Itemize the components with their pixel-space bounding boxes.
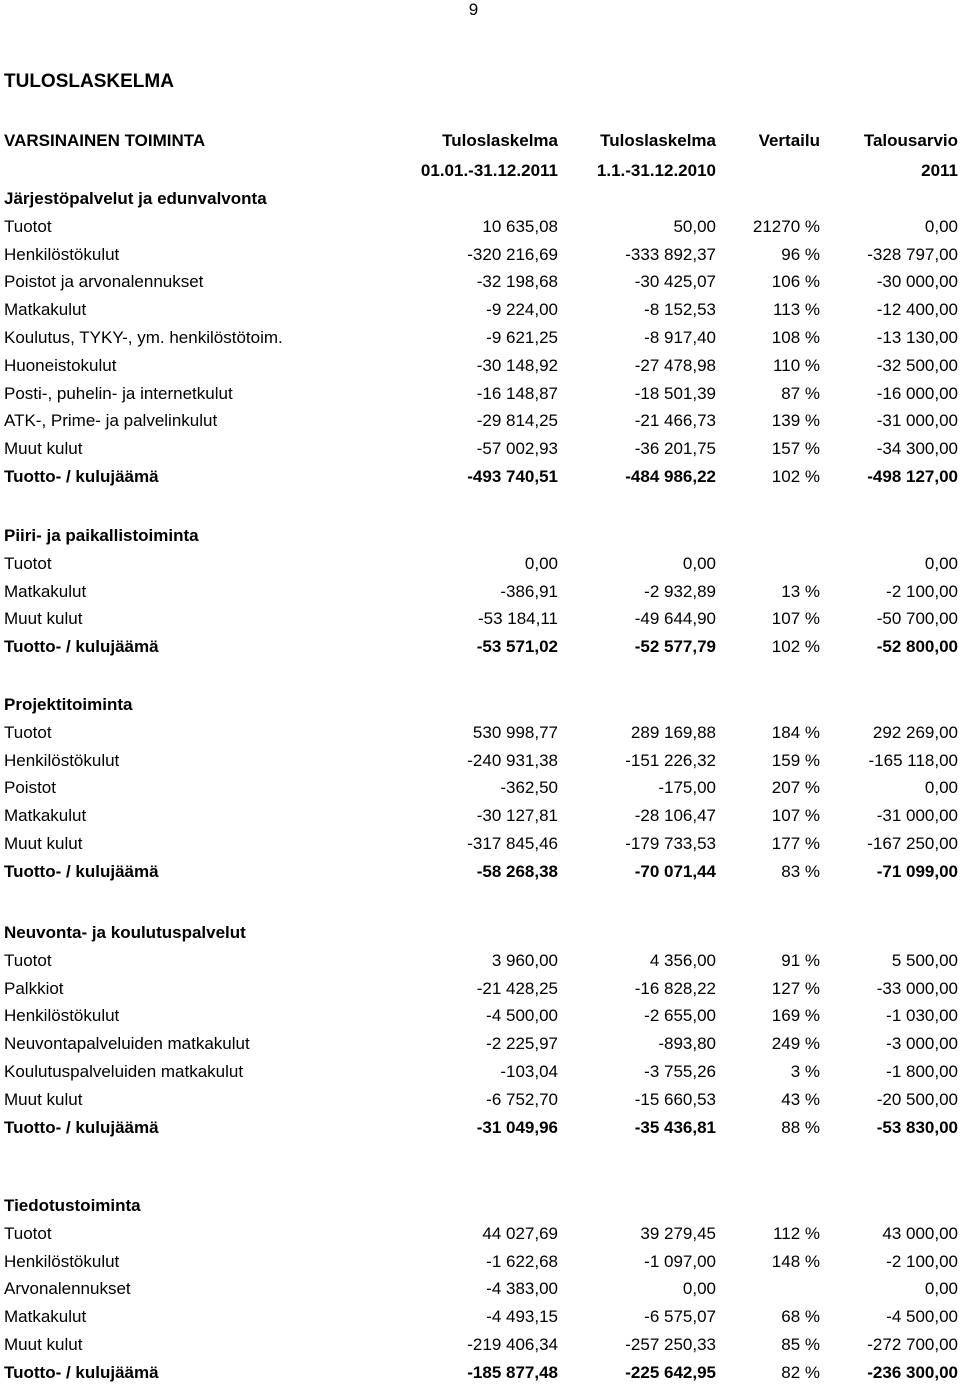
table-row (0, 407, 960, 434)
row-value-v2: 39 279,45 (640, 1224, 716, 1243)
row-value-v4: -498 127,00 (867, 467, 958, 486)
row-label: Posti-, puhelin- ja internetkulut (4, 384, 233, 403)
row-value-v3: 169 % (771, 1006, 820, 1025)
row-label: Matkakulut (4, 1307, 87, 1326)
row-label: Huoneistokulut (4, 356, 117, 375)
table-row (0, 1275, 960, 1302)
section-title-label: Projektitoiminta (4, 695, 133, 714)
table-row (0, 296, 960, 323)
row-value-v3: 249 % (771, 1034, 820, 1053)
row-value-v2: -18 501,39 (634, 384, 716, 403)
row-value-v3: 83 % (781, 862, 820, 881)
row-value-v1: -4 383,00 (486, 1279, 558, 1298)
row-value-v4: -30 000,00 (876, 272, 958, 291)
row-value-v4: 292 269,00 (872, 723, 958, 742)
row-value-v1: -1 622,68 (486, 1252, 558, 1271)
row-value-v4: 43 000,00 (882, 1224, 958, 1243)
row-label: Matkakulut (4, 806, 87, 825)
row-value-v4: 0,00 (924, 778, 958, 797)
table-row (0, 1086, 960, 1113)
row-label: Matkakulut (4, 300, 87, 319)
table-row (0, 435, 960, 462)
table-row (0, 550, 960, 577)
row-value-v2: -35 436,81 (634, 1118, 716, 1137)
header-col1-period: 01.01.-31.12.2011 (420, 161, 558, 180)
row-value-v1: -386,91 (500, 582, 558, 601)
row-value-v2: -2 655,00 (644, 1006, 716, 1025)
row-label: Poistot (4, 778, 56, 797)
row-value-v3: 3 % (790, 1062, 820, 1081)
row-value-v4: -3 000,00 (886, 1034, 958, 1053)
row-value-v1: -103,04 (500, 1062, 558, 1081)
row-label: Tuotot (4, 1224, 52, 1243)
row-value-v1: -9 224,00 (486, 300, 558, 319)
row-value-v3: 107 % (771, 806, 820, 825)
row-value-v4: -31 000,00 (876, 411, 958, 430)
row-value-v3: 110 % (773, 356, 820, 375)
row-value-v3: 88 % (781, 1118, 820, 1137)
row-value-v1: -30 127,81 (476, 806, 558, 825)
row-label: Neuvontapalveluiden matkakulut (4, 1034, 250, 1053)
row-value-v1: 10 635,08 (482, 217, 558, 236)
row-value-v2: -6 575,07 (644, 1307, 716, 1326)
row-value-v1: -53 184,11 (477, 609, 558, 628)
row-label: Koulutuspalveluiden matkakulut (4, 1062, 244, 1081)
table-row (0, 1220, 960, 1247)
row-value-v3: 96 % (781, 245, 820, 264)
row-value-v4: -34 300,00 (876, 439, 958, 458)
row-value-v1: -2 225,97 (486, 1034, 558, 1053)
row-value-v4: -2 100,00 (886, 1252, 958, 1271)
row-value-v2: -70 071,44 (634, 862, 716, 881)
row-value-v2: -225 642,95 (625, 1363, 716, 1382)
header-col2-period: 1.1.-31.12.2010 (596, 161, 716, 180)
row-value-v2: -16 828,22 (634, 979, 716, 998)
section-title (0, 522, 960, 549)
row-value-v2: -179 733,53 (625, 834, 716, 853)
row-label: Tuotto- / kulujäämä (4, 467, 159, 486)
row-value-v3: 13 % (781, 582, 820, 601)
row-label: Tuotot (4, 951, 52, 970)
row-label: Tuotto- / kulujäämä (4, 637, 159, 656)
row-value-v2: 289 169,88 (630, 723, 716, 742)
row-value-v3: 177 % (771, 834, 820, 853)
section-title-label: Neuvonta- ja koulutuspalvelut (4, 923, 246, 942)
row-value-v3: 87 % (781, 384, 820, 403)
row-value-v2: -257 250,33 (625, 1335, 716, 1354)
row-label: Tuotto- / kulujäämä (4, 862, 159, 881)
row-value-v3: 106 % (771, 272, 820, 291)
row-value-v3: 207 % (771, 778, 820, 797)
row-value-v4: -52 800,00 (876, 637, 958, 656)
row-value-v4: 0,00 (924, 217, 958, 236)
section-title (0, 1192, 960, 1219)
row-value-v2: -151 226,32 (625, 751, 716, 770)
row-value-v4: -50 700,00 (876, 609, 958, 628)
row-value-v3: 157 % (771, 439, 820, 458)
row-value-v4: -13 130,00 (876, 328, 958, 347)
row-value-v2: -1 097,00 (644, 1252, 716, 1271)
table-row (0, 213, 960, 240)
row-value-v2: -2 932,89 (644, 582, 716, 601)
row-label: Poistot ja arvonalennukset (4, 272, 204, 291)
row-value-v3: 127 % (771, 979, 820, 998)
row-value-v1: -240 931,38 (467, 751, 558, 770)
table-row (0, 747, 960, 774)
row-value-v2: -36 201,75 (634, 439, 716, 458)
table-row (0, 947, 960, 974)
row-label: Henkilöstökulut (4, 751, 120, 770)
row-value-v4: -31 000,00 (876, 806, 958, 825)
row-value-v1: -29 814,25 (476, 411, 558, 430)
row-label: Henkilöstökulut (4, 1252, 120, 1271)
table-row (0, 830, 960, 857)
row-label: Koulutus, TYKY-, ym. henkilöstötoim. (4, 328, 283, 347)
row-value-v3: 85 % (781, 1335, 820, 1354)
table-row (0, 1002, 960, 1029)
row-value-v1: -219 406,34 (467, 1335, 558, 1354)
table-row (0, 1058, 960, 1085)
row-label: Muut kulut (4, 1335, 83, 1354)
total-row (0, 463, 960, 490)
row-value-v2: -27 478,98 (634, 356, 716, 375)
row-value-v4: -12 400,00 (876, 300, 958, 319)
row-value-v1: -4 493,15 (486, 1307, 558, 1326)
row-label: Tuotot (4, 217, 52, 236)
row-value-v3: 107 % (771, 609, 820, 628)
total-row (0, 858, 960, 885)
row-value-v2: -484 986,22 (625, 467, 716, 486)
row-value-v3: 113 % (773, 300, 820, 319)
row-value-v1: -362,50 (500, 778, 558, 797)
section-title (0, 919, 960, 946)
row-value-v3: 68 % (781, 1307, 820, 1326)
section-title-label: Piiri- ja paikallistoiminta (4, 526, 199, 545)
row-label: Tuotot (4, 554, 52, 573)
row-value-v4: -16 000,00 (876, 384, 958, 403)
section-title (0, 691, 960, 718)
row-value-v1: 0,00 (524, 554, 558, 573)
row-value-v4: -272 700,00 (867, 1335, 958, 1354)
row-value-v2: -333 892,37 (625, 245, 716, 264)
row-value-v2: 0,00 (682, 1279, 716, 1298)
row-label: Matkakulut (4, 582, 87, 601)
row-value-v2: 4 356,00 (649, 951, 716, 970)
row-label: Muut kulut (4, 834, 83, 853)
table-row (0, 1303, 960, 1330)
row-value-v2: -15 660,53 (634, 1090, 716, 1109)
row-value-v3: 159 % (771, 751, 820, 770)
row-value-v4: -2 100,00 (886, 582, 958, 601)
row-value-v4: -165 118,00 (868, 751, 958, 770)
row-value-v3: 184 % (771, 723, 820, 742)
table-row (0, 380, 960, 407)
table-header (0, 127, 960, 154)
row-value-v3: 112 % (773, 1224, 820, 1243)
row-value-v1: -21 428,25 (476, 979, 558, 998)
table-row (0, 1331, 960, 1358)
row-value-v1: -57 002,93 (476, 439, 558, 458)
row-value-v1: -185 877,48 (467, 1363, 558, 1382)
row-value-v1: -32 198,68 (476, 272, 558, 291)
row-value-v3: 139 % (771, 411, 820, 430)
row-value-v2: -28 106,47 (634, 806, 716, 825)
total-row (0, 1114, 960, 1141)
row-value-v1: -53 571,02 (476, 637, 558, 656)
row-value-v1: -58 268,38 (476, 862, 558, 881)
row-value-v2: -52 577,79 (634, 637, 716, 656)
row-value-v3: 91 % (781, 951, 820, 970)
row-value-v2: -30 425,07 (634, 272, 716, 291)
table-row (0, 719, 960, 746)
row-value-v2: -49 644,90 (634, 609, 716, 628)
header-col2: Tuloslaskelma (600, 131, 716, 150)
row-value-v1: -16 148,87 (476, 384, 558, 403)
table-row (0, 352, 960, 379)
page-number: 9 (468, 0, 479, 19)
row-value-v1: 3 960,00 (491, 951, 558, 970)
row-value-v2: -893,80 (658, 1034, 716, 1053)
row-value-v4: -20 500,00 (876, 1090, 958, 1109)
row-value-v4: -1 800,00 (886, 1062, 958, 1081)
row-value-v2: -175,00 (658, 778, 716, 797)
row-value-v3: 148 % (771, 1252, 820, 1271)
row-value-v1: -4 500,00 (486, 1006, 558, 1025)
section-title-label: Tiedotustoiminta (4, 1196, 141, 1215)
header-col1: Tuloslaskelma (442, 131, 558, 150)
row-value-v1: -9 621,25 (486, 328, 558, 347)
table-row (0, 324, 960, 351)
row-value-v1: -317 845,46 (467, 834, 558, 853)
row-value-v2: -3 755,26 (644, 1062, 716, 1081)
row-label: Arvonalennukset (4, 1279, 131, 1298)
row-value-v3: 102 % (771, 637, 820, 656)
row-value-v1: -320 216,69 (467, 245, 558, 264)
table-row (0, 578, 960, 605)
table-row (0, 975, 960, 1002)
row-value-v3: 43 % (781, 1090, 820, 1109)
row-value-v4: 5 500,00 (891, 951, 958, 970)
row-value-v2: -8 917,40 (644, 328, 716, 347)
total-row (0, 1359, 960, 1386)
table-row (0, 605, 960, 632)
row-value-v4: -32 500,00 (876, 356, 958, 375)
row-label: Henkilöstökulut (4, 1006, 120, 1025)
row-label: Tuotot (4, 723, 52, 742)
total-row (0, 633, 960, 660)
row-value-v4: 0,00 (924, 554, 958, 573)
header-col4-period: 2011 (921, 161, 958, 180)
row-value-v3: 21270 % (752, 217, 820, 236)
row-value-v2: 0,00 (682, 554, 716, 573)
row-value-v4: -71 099,00 (876, 862, 958, 881)
row-value-v1: -30 148,92 (476, 356, 558, 375)
table-header-periods (0, 157, 960, 184)
row-value-v4: -236 300,00 (867, 1363, 958, 1382)
row-label: Tuotto- / kulujäämä (4, 1118, 159, 1137)
row-value-v1: -493 740,51 (467, 467, 558, 486)
table-row (0, 802, 960, 829)
row-value-v1: -31 049,96 (476, 1118, 558, 1137)
row-label: Tuotto- / kulujäämä (4, 1363, 159, 1382)
row-label: ATK-, Prime- ja palvelinkulut (4, 411, 218, 430)
table-row (0, 268, 960, 295)
row-label: Muut kulut (4, 439, 83, 458)
table-row (0, 1248, 960, 1275)
table-row (0, 1030, 960, 1057)
row-value-v4: -167 250,00 (867, 834, 958, 853)
header-col4: Talousarvio (863, 131, 958, 150)
row-value-v2: 50,00 (673, 217, 716, 236)
row-value-v4: -33 000,00 (876, 979, 958, 998)
row-value-v4: 0,00 (924, 1279, 958, 1298)
row-value-v1: 44 027,69 (482, 1224, 558, 1243)
row-label: Muut kulut (4, 609, 83, 628)
row-value-v1: -6 752,70 (486, 1090, 558, 1109)
header-col3: Vertailu (758, 131, 820, 150)
section-title (0, 185, 960, 212)
row-value-v4: -4 500,00 (886, 1307, 958, 1326)
table-row (0, 774, 960, 801)
row-value-v4: -53 830,00 (876, 1118, 958, 1137)
row-value-v1: 530 998,77 (472, 723, 558, 742)
row-label: Muut kulut (4, 1090, 83, 1109)
section-title-label: Järjestöpalvelut ja edunvalvonta (4, 189, 267, 208)
header-label: VARSINAINEN TOIMINTA (4, 131, 206, 150)
row-value-v3: 102 % (771, 467, 820, 486)
table-row (0, 241, 960, 268)
row-label: Henkilöstökulut (4, 245, 120, 264)
row-value-v4: -328 797,00 (867, 245, 958, 264)
row-value-v3: 108 % (771, 328, 820, 347)
row-value-v4: -1 030,00 (886, 1006, 958, 1025)
row-label: Palkkiot (4, 979, 64, 998)
row-value-v2: -21 466,73 (634, 411, 716, 430)
row-value-v3: 82 % (781, 1363, 820, 1382)
row-value-v2: -8 152,53 (644, 300, 716, 319)
document-title: TULOSLASKELMA (4, 71, 174, 92)
